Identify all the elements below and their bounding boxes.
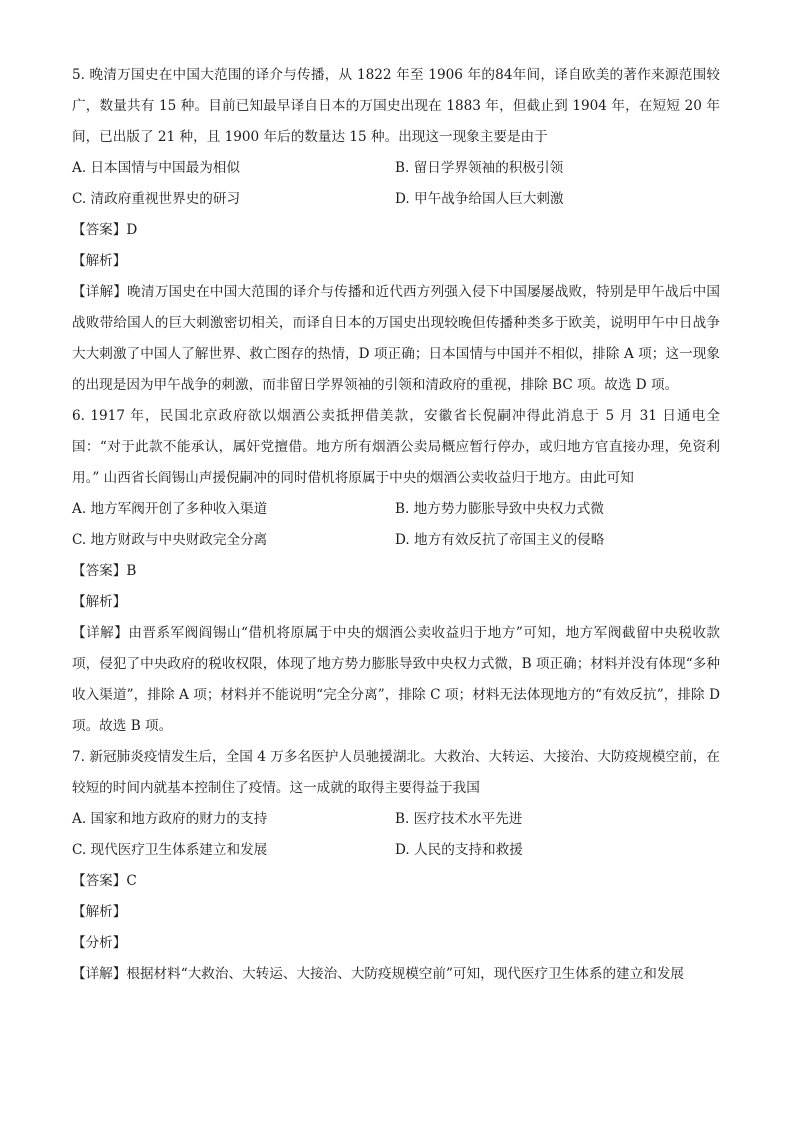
option-c: C. 地方财政与中央财政完全分离 — [72, 532, 268, 548]
option-list — [72, 153, 720, 215]
answer-label: 【答案】D — [72, 222, 138, 238]
analysis-label: 【解析】 — [72, 594, 127, 610]
option-a: A. 日本国情与中国最为相似 — [72, 160, 240, 176]
option-b: B. 留日学界领袖的积极引领 — [395, 160, 564, 176]
question-7 — [72, 742, 720, 990]
option-b: B. 医疗技术水平先进 — [395, 811, 523, 827]
answer-label: 【答案】C — [72, 873, 137, 889]
question-5 — [72, 60, 720, 401]
option-list — [72, 804, 720, 866]
detail-explanation: 【详解】晚清万国史在中国大范围的译介与传播和近代西方列强入侵下中国屡屡战败，特别是甲午战后中国战败带给国人的巨大刺激密切相关，而译自日本的万国史出现较晚但传播种类多于欧美，说明甲午中日战争大大刺激了中国人了解世界、救亡图存的热情，D 项正确；日本国情与中国并不相似，排除 A 项；这一现象的出现是因为甲午战争的刺激，而非留日学界领袖的引领和清政府的重视，排除 BC 项。故选 D 项。 — [72, 284, 720, 393]
option-list — [72, 494, 720, 556]
detail-explanation: 【详解】由晋系军阀阎锡山“借机将原属于中央的烟酒公卖收益归于地方”可知，地方军阀截留中央税收款项，侵犯了中央政府的税收权限，体现了地方势力膨胀导致中央权力式微，B 项正确；材料并没有体现“多种收入渠道”，排除 A 项；材料并不能说明“完全分离”，排除 C 项；材料无法体现地方的“有效反抗”，排除 D 项。故选 B 项。 — [72, 625, 720, 734]
option-d: D. 地方有效反抗了帝国主义的侵略 — [395, 532, 605, 548]
option-d: D. 甲午战争给国人巨大刺激 — [395, 191, 564, 207]
answer-label: 【答案】B — [72, 563, 137, 579]
question-stem: 7. 新冠肺炎疫情发生后，全国 4 万多名医护人员驰援湖北。大救治、大转运、大接治、大防疫规模空前，在较短的时间内就基本控制住了疫情。这一成就的取得主要得益于我国 — [72, 749, 720, 796]
option-a: A. 地方军阀开创了多种收入渠道 — [72, 501, 268, 517]
option-a: A. 国家和地方政府的财力的支持 — [72, 811, 268, 827]
analysis-label: 【解析】 — [72, 253, 127, 269]
question-stem: 5. 晚清万国史在中国大范围的译介与传播，从 1822 年至 1906 年的84年间，译自欧美的著作来源范围较广，数量共有 15 种。目前已知最早译自日本的万国史出现在 1883 年，但截止到 1904 年，在短短 20 年间，已出版了 21 种，且 1900 年后的数量达 15 种。出现这一现象主要是由于 — [72, 67, 720, 145]
detail-explanation: 【详解】根据材料“大救治、大转运、大接治、大防疫规模空前”可知，现代医疗卫生体系的建立和发展 — [72, 966, 685, 982]
option-b: B. 地方势力膨胀导致中央权力式微 — [395, 501, 604, 517]
document-page — [72, 60, 720, 990]
question-6 — [72, 401, 720, 742]
question-stem: 6. 1917 年，民国北京政府欲以烟酒公卖抵押借美款，安徽省长倪嗣冲得此消息于 5 月 31 日通电全国：“对于此款不能承认，属奸党擅借。地方所有烟酒公卖局概应暂行停办，或归地方官直接办理，免资利用。” 山西省长阎锡山声援倪嗣冲的同时借机将原属于中央的烟酒公卖收益归于地方。由此可知 — [72, 408, 720, 486]
option-c: C. 清政府重视世界史的研习 — [72, 191, 241, 207]
analysis-label: 【解析】 — [72, 904, 127, 920]
option-c: C. 现代医疗卫生体系建立和发展 — [72, 842, 268, 858]
option-d: D. 人民的支持和救援 — [395, 842, 523, 858]
fenxi-label: 【分析】 — [72, 935, 127, 951]
